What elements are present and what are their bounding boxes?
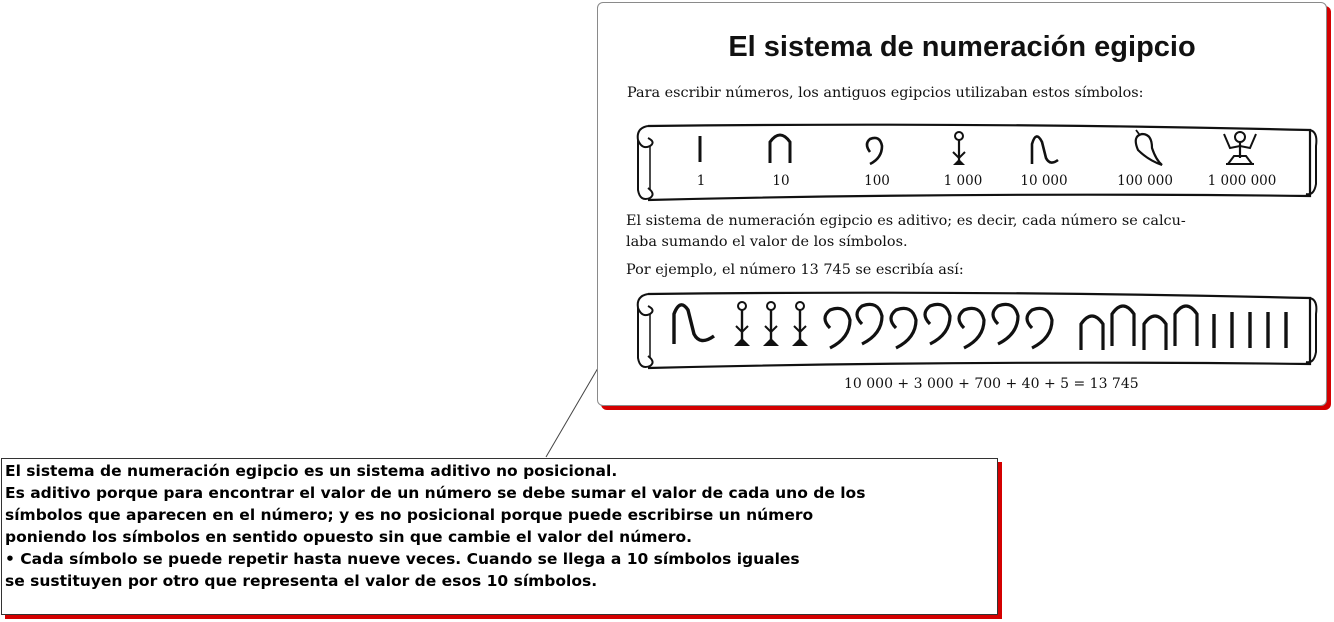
lotus-flower-icon bbox=[953, 132, 965, 165]
example-intro: Por ejemplo, el número 13 745 se escribía así: bbox=[626, 262, 964, 278]
explanation-note-box bbox=[1, 458, 998, 615]
example-lotus-icons bbox=[734, 302, 808, 346]
note-line-2: Es aditivo porque para encontrar el valor de un número se debe sumar el valor de cada uno de los bbox=[5, 484, 866, 502]
explanation-line-1: El sistema de numeración egipcio es aditivo; es decir, cada número se calcu- bbox=[626, 213, 1186, 229]
kneeling-god-icon bbox=[1224, 132, 1256, 164]
note-line-6: se sustituyen por otro que representa el valor de esos 10 símbolos. bbox=[5, 572, 598, 590]
intro-text: Para escribir números, los antiguos egipcios utilizaban estos símbolos: bbox=[627, 85, 1144, 101]
egyptian-numeral-card bbox=[597, 2, 1327, 406]
explanation-line-2: laba sumando el valor de los símbolos. bbox=[626, 234, 908, 250]
example-sum: 10 000 + 3 000 + 700 + 40 + 5 = 13 745 bbox=[844, 376, 1139, 392]
note-line-1: El sistema de numeración egipcio es un sistema aditivo no posicional. bbox=[5, 462, 618, 480]
note-line-3: símbolos que aparecen en el número; y es no posicional porque puede escribirse un número bbox=[5, 506, 814, 524]
symbol-value-10: 10 bbox=[772, 173, 790, 189]
coil-rope-icon bbox=[867, 138, 882, 164]
symbols-scroll bbox=[634, 120, 1318, 204]
example-heel-bone-icons bbox=[1081, 306, 1197, 350]
symbol-value-1000000: 1 000 000 bbox=[1207, 173, 1277, 189]
symbol-value-100000: 100 000 bbox=[1117, 173, 1173, 189]
symbol-value-1000: 1 000 bbox=[943, 173, 983, 189]
example-scroll bbox=[634, 288, 1318, 372]
heel-bone-icon bbox=[770, 135, 790, 163]
example-coil-icons bbox=[825, 304, 1052, 348]
symbol-value-10000: 10 000 bbox=[1020, 173, 1068, 189]
note-line-4: poniendo los símbolos en sentido opuesto sin que cambie el valor del número. bbox=[5, 528, 693, 546]
page-title: El sistema de numeración egipcio bbox=[728, 31, 1196, 63]
finger-icon bbox=[1032, 136, 1058, 164]
symbol-value-100: 100 bbox=[864, 173, 890, 189]
tadpole-icon bbox=[1136, 130, 1162, 165]
note-line-5: • Cada símbolo se puede repetir hasta nueve veces. Cuando se llega a 10 símbolos iguales bbox=[5, 550, 800, 568]
example-stroke-icons bbox=[1214, 312, 1286, 348]
example-finger-icon bbox=[674, 305, 714, 344]
symbol-value-1: 1 bbox=[696, 173, 706, 189]
